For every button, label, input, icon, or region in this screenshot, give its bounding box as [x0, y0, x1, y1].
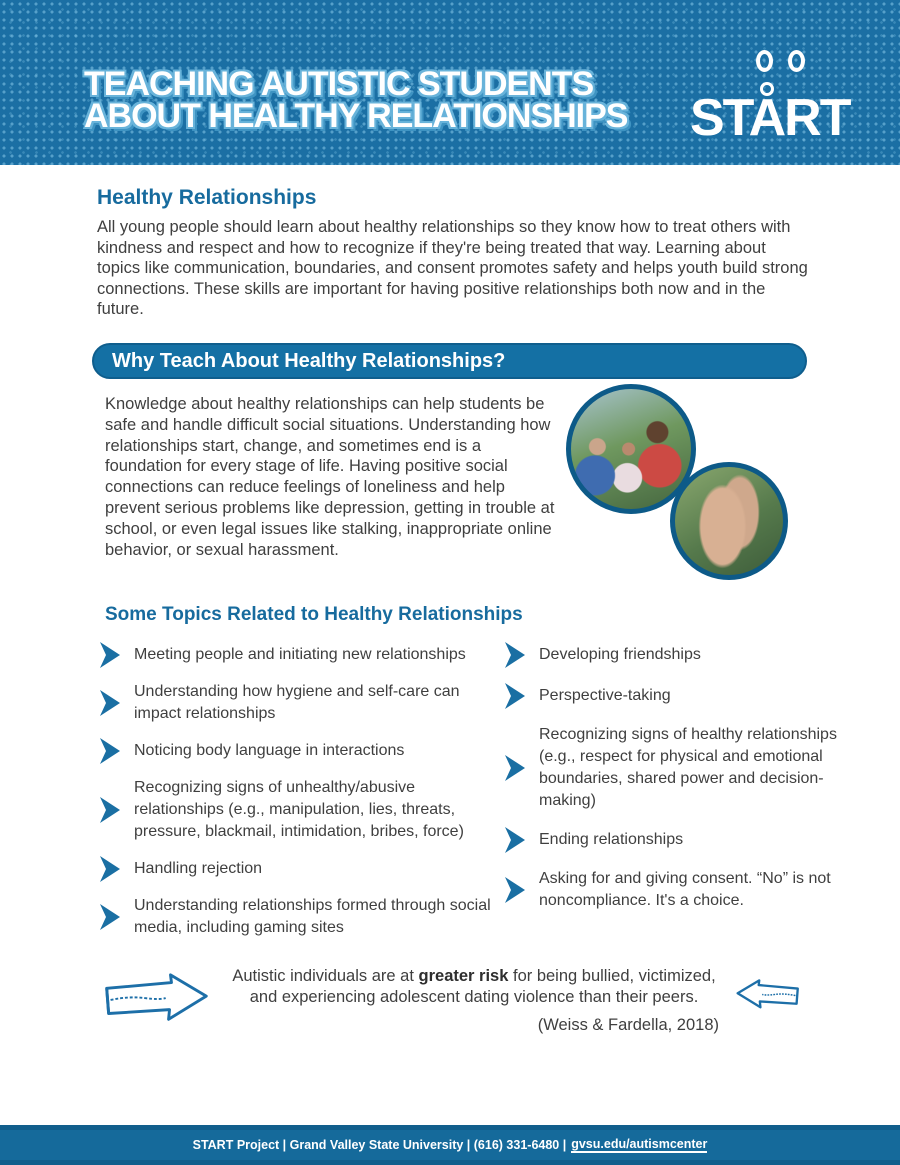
chevron-icon	[505, 683, 525, 709]
logo-head-icon	[756, 50, 773, 72]
footer-bar	[0, 1125, 900, 1165]
topic-label: Handling rejection	[134, 860, 263, 877]
chevron-icon	[100, 690, 120, 716]
list-item	[100, 777, 505, 843]
topic-label: Recognizing signs of healthy relationships (e.g., respect for physical and emotional boundaries, shared power and decision-making)	[539, 726, 837, 809]
risk-callout	[97, 966, 803, 1035]
callout-text-block	[215, 966, 733, 1035]
photo-group	[558, 380, 808, 585]
callout-bold: greater risk	[418, 967, 509, 985]
topics-heading: Some Topics Related to Healthy Relationships	[105, 604, 523, 625]
chevron-icon	[505, 642, 525, 668]
chevron-icon	[100, 904, 120, 930]
doodle-arrow-left-icon	[733, 974, 803, 1016]
header-band	[0, 0, 900, 165]
chevron-icon	[505, 755, 525, 781]
logo-head-icon	[788, 50, 805, 72]
list-item	[100, 738, 505, 764]
why-banner-label: Why Teach About Healthy Relationships?	[112, 349, 506, 372]
list-item	[505, 868, 880, 912]
page-title	[84, 65, 628, 136]
list-item	[100, 856, 505, 882]
footer-text: START Project | Grand Valley State University | (616) 331-6480 |	[192, 1138, 567, 1152]
list-item	[100, 681, 505, 725]
topic-label: Perspective-taking	[539, 687, 671, 704]
intro-paragraph: All young people should learn about healthy relationships so they know how to treat others with kindness and respect and how to recognize if they're being treated that way. Learning about topics like communication, boundaries, and consent promotes safety and helps youth build strong connections. These skills are important for having positive relationships both now and in the future.	[97, 218, 808, 319]
holding-hands-photo	[670, 462, 788, 580]
topic-label: Ending relationships	[539, 831, 684, 848]
footer-link[interactable]: gvsu.edu/autismcenter	[571, 1137, 708, 1151]
topics-columns	[100, 642, 880, 952]
why-paragraph: Knowledge about healthy relationships can help students be safe and handle difficult social situations. Understanding how relationships start, change, and sometimes end is a foundation for every stage of life. Having positive social connections can reduce feelings of loneliness and help prevent serious problems like depression, getting in trouble at school, or even legal issues like stalking, inappropriate online behavior, or sexual harassment.	[105, 395, 555, 559]
topic-label: Noticing body language in interactions	[134, 742, 405, 759]
chevron-icon	[100, 642, 120, 668]
page-title-line1: TEACHING AUTISTIC STUDENTS	[84, 65, 594, 103]
callout-part1: Autistic individuals are at	[232, 967, 419, 985]
topic-label: Asking for and giving consent. “No” is not noncompliance. It's a choice.	[539, 870, 831, 909]
list-item	[505, 724, 880, 812]
chevron-icon	[100, 856, 120, 882]
list-item	[100, 895, 505, 939]
topic-label: Meeting people and initiating new relationships	[134, 646, 466, 663]
citation: (Weiss & Fardella, 2018)	[537, 1016, 719, 1034]
chevron-icon	[505, 877, 525, 903]
topic-label: Understanding relationships formed through social media, including gaming sites	[134, 897, 491, 936]
logo-wordmark: START	[690, 89, 850, 147]
topic-label: Developing friendships	[539, 646, 701, 663]
chevron-icon	[100, 738, 120, 764]
list-item	[505, 642, 880, 668]
topics-column-right	[505, 642, 880, 952]
list-item	[505, 683, 880, 709]
intro-heading: Healthy Relationships	[97, 186, 317, 209]
topics-column-left	[100, 642, 505, 952]
why-banner	[92, 343, 807, 379]
chevron-icon	[100, 797, 120, 823]
start-logo	[690, 50, 850, 147]
callout-part2: for being bullied, victimized, and experiencing adolescent dating violence than their peers.	[249, 967, 716, 1006]
topic-label: Understanding how hygiene and self-care can impact relationships	[134, 683, 460, 722]
list-item	[100, 642, 505, 668]
topic-label: Recognizing signs of unhealthy/abusive relationships (e.g., manipulation, lies, threats, pressure, blackmail, intimidation, bribes, force)	[134, 779, 464, 840]
page-title-line2: ABOUT HEALTHY RELATIONSHIPS	[84, 97, 628, 136]
doodle-arrow-right-icon	[97, 970, 215, 1028]
list-item	[505, 827, 880, 853]
chevron-icon	[505, 827, 525, 853]
callout-text	[225, 966, 723, 1008]
